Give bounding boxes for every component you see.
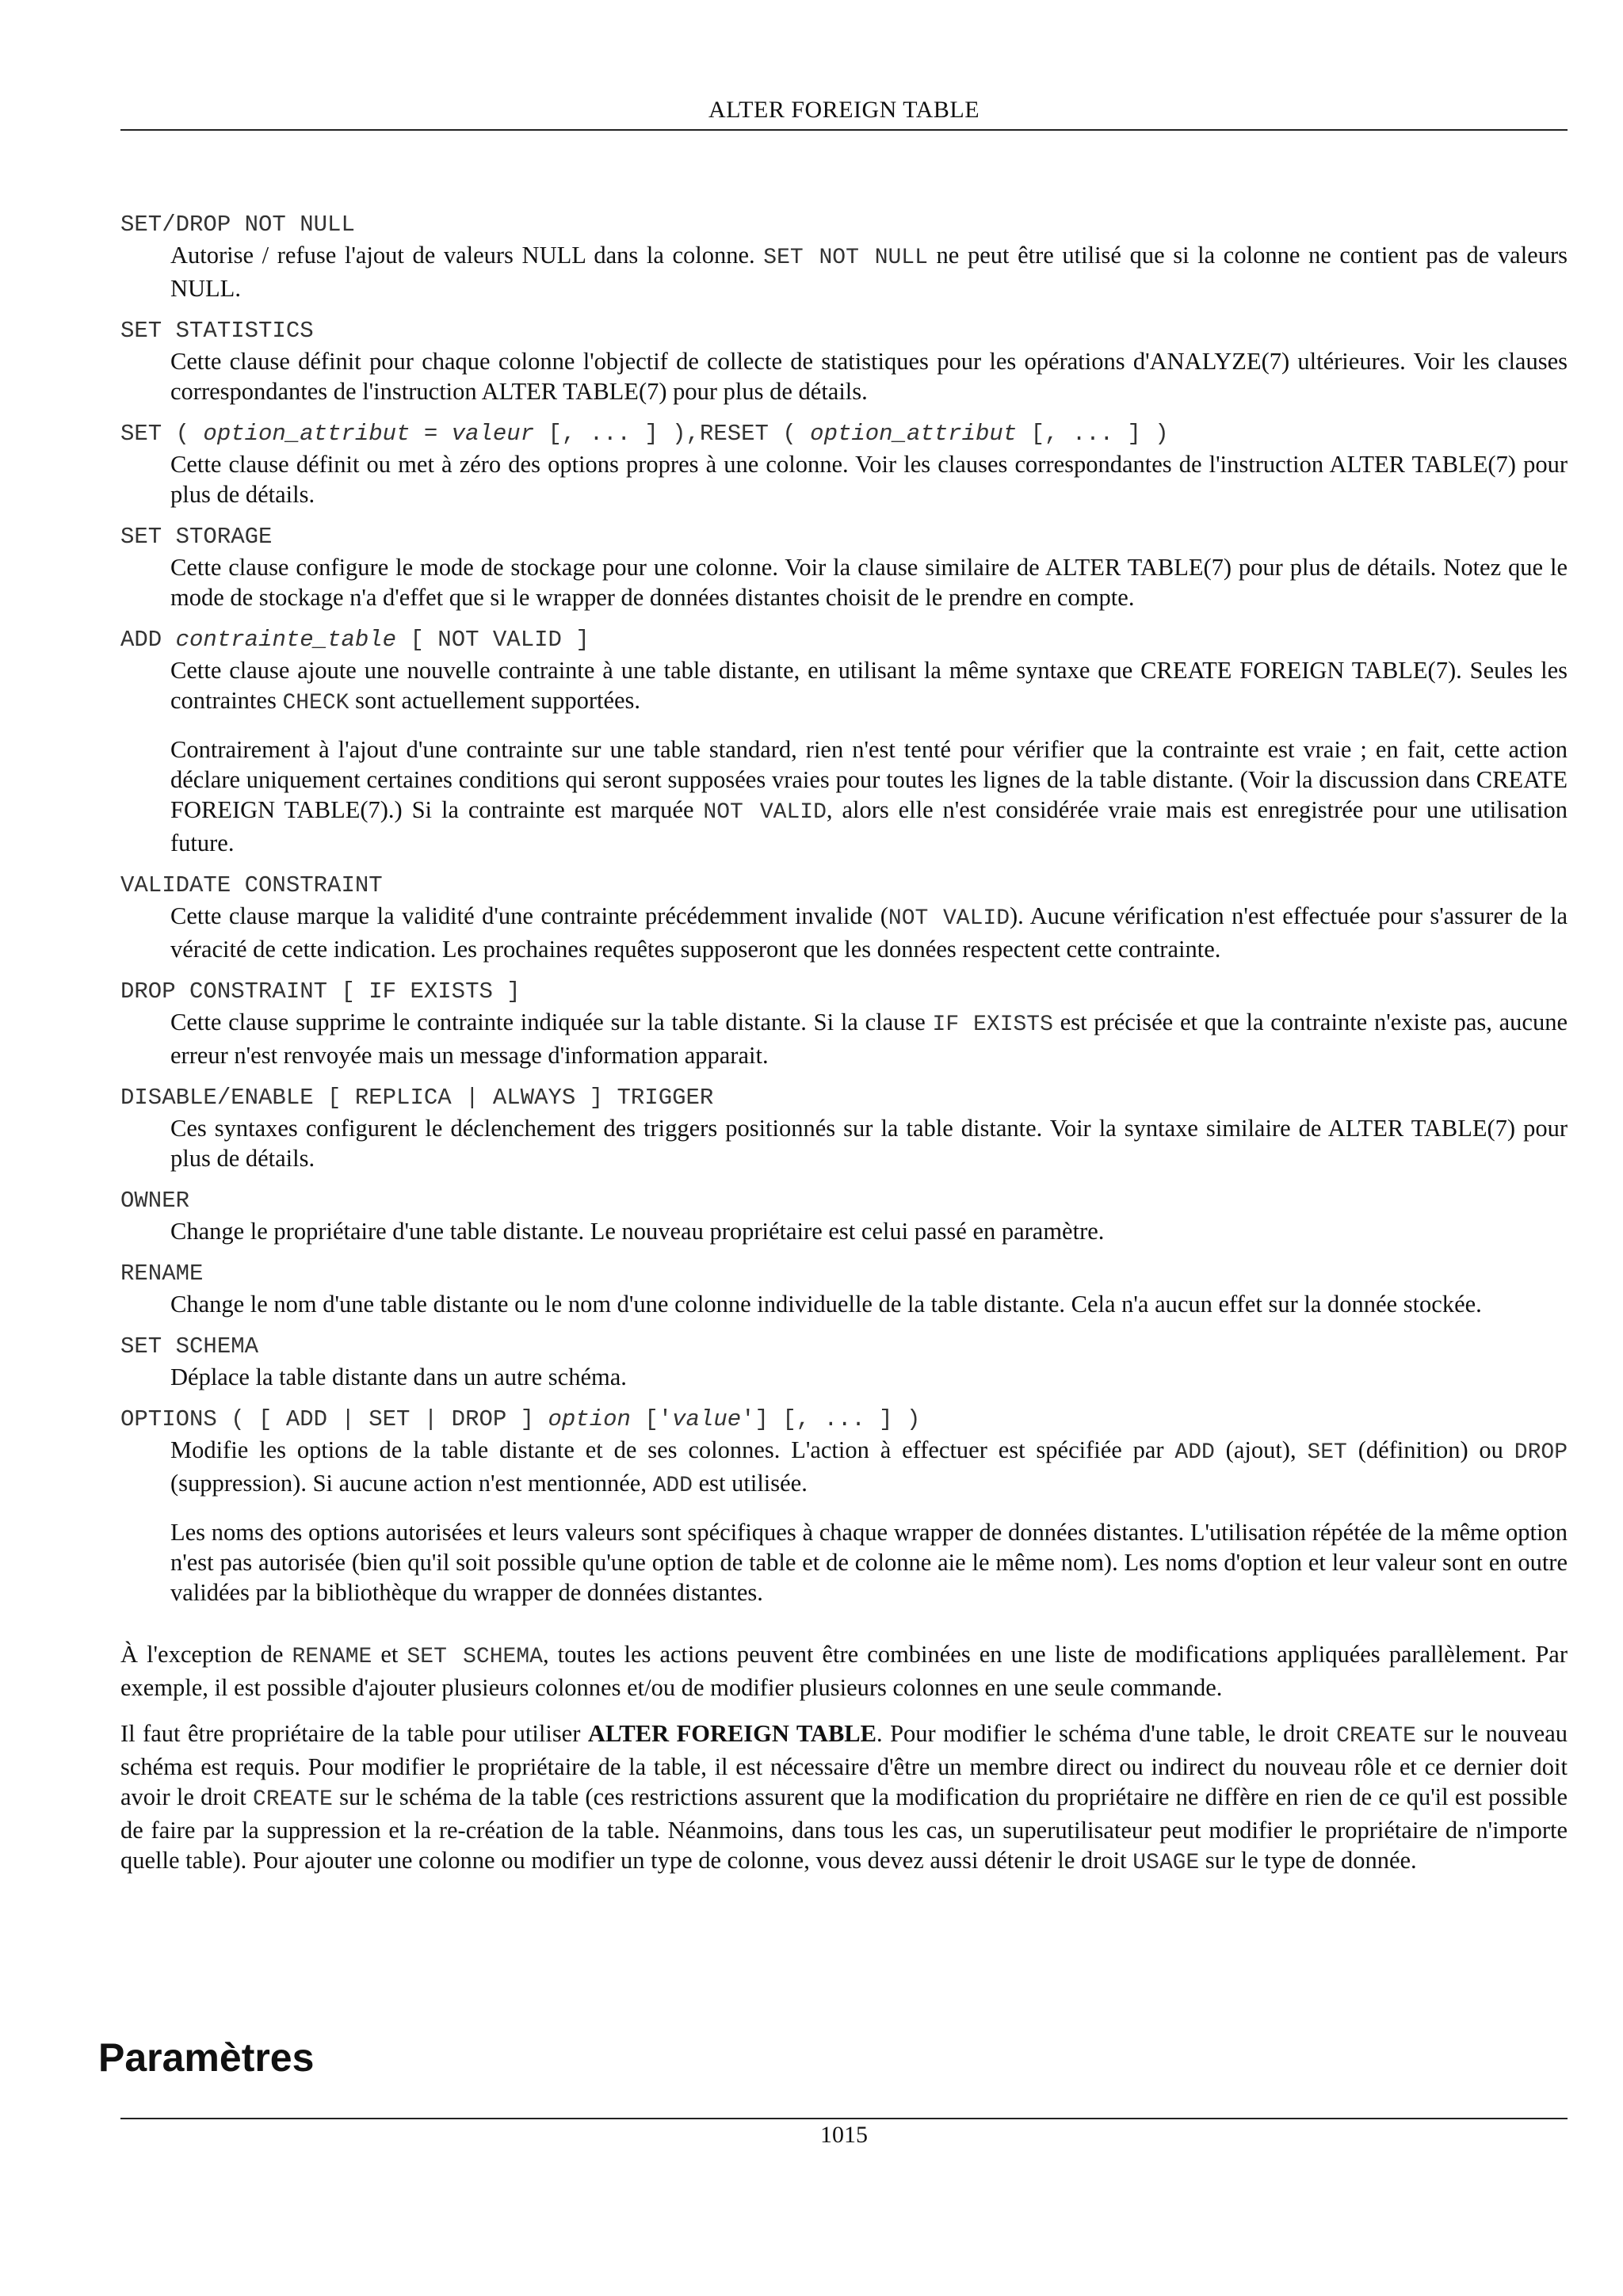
description-paragraph: Cette clause ajoute une nouvelle contrainte à une table distante, en utilisant la même syntaxe que CREATE FOREIGN TABLE(7). Seules les contraintes CHECK sont actuellement supportées.	[170, 657, 1568, 715]
inline-code: NOT VALID	[888, 906, 1010, 931]
definition-description	[170, 449, 1568, 509]
definition-term: OPTIONS ( [ ADD | SET | DROP ] option ['value'] [, ... ] )	[120, 1406, 921, 1432]
description-paragraph: Change le propriétaire d'une table distante. Le nouveau propriétaire est celui passé en paramètre.	[170, 1218, 1105, 1245]
header-rule	[120, 129, 1568, 131]
inline-code: NOT VALID	[703, 800, 827, 825]
inline-code: CREATE	[253, 1787, 333, 1812]
inline-code: SET NOT NULL	[763, 246, 928, 270]
description-paragraph: Déplace la table distante dans un autre schéma.	[170, 1363, 627, 1390]
definition-entry	[120, 1405, 1568, 1608]
inline-code: DROP	[1514, 1440, 1568, 1465]
definition-description	[170, 1113, 1568, 1173]
definition-description	[170, 552, 1568, 612]
definition-entry	[120, 625, 1568, 858]
inline-code: RENAME	[292, 1645, 372, 1669]
definition-entry	[120, 1332, 1568, 1392]
description-paragraph: Cette clause supprime le contrainte indiquée sur la table distante. Si la clause IF EXISTS est précisée et que la contrainte n'existe pas, aucune erreur n'est renvoyée mais un message d'information apparait.	[170, 1009, 1568, 1069]
definition-entry	[120, 316, 1568, 406]
description-paragraph: Cette clause marque la validité d'une contrainte précédemment invalide (NOT VALID). Aucune vérification n'est effectuée pour s'assurer de la véracité de cette indication. Les prochaines requêtes supposeront que les données respectent cette contrainte.	[170, 902, 1568, 963]
definition-term: SET STATISTICS	[120, 318, 314, 344]
definition-entry	[120, 522, 1568, 612]
placeholder-text: valeur	[451, 421, 535, 447]
bold-command: ALTER FOREIGN TABLE	[587, 1720, 876, 1747]
definition-list	[120, 210, 1568, 1608]
section-heading: Paramètres	[98, 2035, 315, 2080]
body-paragraphs	[120, 1639, 1568, 1878]
inline-code: ADD	[1174, 1440, 1215, 1465]
description-paragraph: Cette clause définit pour chaque colonne l'objectif de collecte de statistiques pour les opérations d'ANALYZE(7) ultérieures. Voir les clauses correspondantes de l'instruction ALTER TABLE(7) pour plus de détails.	[170, 348, 1568, 405]
definition-term: ADD contrainte_table [ NOT VALID ]	[120, 627, 590, 653]
definition-term: DROP CONSTRAINT [ IF EXISTS ]	[120, 978, 521, 1005]
definition-entry	[120, 1259, 1568, 1319]
definition-term: DISABLE/ENABLE [ REPLICA | ALWAYS ] TRIGGER	[120, 1085, 714, 1111]
running-header: ALTER FOREIGN TABLE	[708, 97, 980, 123]
definition-entry	[120, 1083, 1568, 1173]
definition-description	[170, 346, 1568, 406]
definition-term: SET SCHEMA	[120, 1333, 259, 1360]
inline-code: ADD	[652, 1474, 693, 1498]
inline-code: CHECK	[282, 691, 349, 715]
placeholder-text: option_attribut	[203, 421, 411, 447]
definition-term: VALIDATE CONSTRAINT	[120, 872, 383, 898]
definition-description	[170, 901, 1568, 964]
body-paragraph: À l'exception de RENAME et SET SCHEMA, toutes les actions peuvent être combinées en une liste de modifications appliquées parallèlement. Par exemple, il est possible d'ajouter plusieurs colonnes et/ou de modifier plusieurs colonnes en une seule commande.	[120, 1641, 1568, 1701]
definition-term: SET STORAGE	[120, 524, 273, 550]
inline-code: IF EXISTS	[932, 1013, 1053, 1037]
inline-code: SET	[1307, 1440, 1347, 1465]
document-body	[120, 210, 1568, 1878]
page-number: 1015	[820, 2122, 868, 2148]
definition-entry	[120, 977, 1568, 1070]
description-paragraph: Cette clause configure le mode de stockage pour une colonne. Voir la clause similaire de ALTER TABLE(7) pour plus de détails. Notez que le mode de stockage n'a d'effet que si le wrapper de données distantes choisit de le prendre en compte.	[170, 554, 1568, 611]
definition-term: OWNER	[120, 1188, 190, 1214]
description-paragraph: Modifie les options de la table distante et de ses colonnes. L'action à effectuer est spécifiée par ADD (ajout), SET (définition) ou DROP (suppression). Si aucune action n'est mentionnée, ADD est utilisée.	[170, 1436, 1568, 1498]
placeholder-text: value	[672, 1406, 742, 1432]
inline-code: CREATE	[1336, 1724, 1416, 1749]
definition-description	[170, 1435, 1568, 1608]
inline-code: USAGE	[1132, 1851, 1200, 1875]
description-paragraph: Les noms des options autorisées et leurs valeurs sont spécifiques à chaque wrapper de données distantes. L'utilisation répétée de la même option n'est pas autorisée (bien qu'il soit possible qu'une option de table et de colonne aie le même nom). Les noms d'option et leur valeur sont en outre validées par la bibliothèque du wrapper de données distantes.	[170, 1519, 1568, 1606]
definition-entry	[120, 210, 1568, 303]
placeholder-text: contrainte_table	[175, 627, 397, 653]
definition-entry	[120, 871, 1568, 964]
footer-rule	[120, 2118, 1568, 2119]
definition-term: RENAME	[120, 1261, 204, 1287]
body-paragraph: Il faut être propriétaire de la table pour utiliser ALTER FOREIGN TABLE. Pour modifier le schéma d'une table, le droit CREATE sur le nouveau schéma est requis. Pour modifier le propriétaire de la table, il est nécessaire d'être un membre direct ou indirect du nouveau rôle et ce dernier doit avoir le droit CREATE sur le schéma de la table (ces restrictions assurent que la modification du propriétaire ne diffère en rien de ce qu'il est possible de faire par la suppression et la re-création de la table. Néanmoins, dans tous les cas, un superutilisateur peut modifier le propriétaire de n'importe quelle table). Pour ajouter une colonne ou modifier un type de colonne, vous devez aussi détenir le droit USAGE sur le type de donnée.	[120, 1720, 1568, 1875]
description-paragraph: Cette clause définit ou met à zéro des options propres à une colonne. Voir les clauses correspondantes de l'instruction ALTER TABLE(7) pour plus de détails.	[170, 451, 1568, 508]
definition-description	[170, 240, 1568, 303]
description-paragraph: Ces syntaxes configurent le déclenchement des triggers positionnés sur la table distante. Voir la syntaxe similaire de ALTER TABLE(7) pour plus de détails.	[170, 1115, 1568, 1172]
definition-description	[170, 655, 1568, 858]
definition-description	[170, 1007, 1568, 1070]
description-paragraph: Change le nom d'une table distante ou le nom d'une colonne individuelle de la table distante. Cela n'a aucun effet sur la donnée stockée.	[170, 1291, 1482, 1318]
placeholder-text: option_attribut	[810, 421, 1018, 447]
definition-description	[170, 1289, 1568, 1319]
definition-entry	[120, 419, 1568, 509]
placeholder-text: option	[548, 1406, 631, 1432]
definition-description	[170, 1362, 1568, 1392]
description-paragraph: Autorise / refuse l'ajout de valeurs NULL dans la colonne. SET NOT NULL ne peut être utilisé que si la colonne ne contient pas de valeurs NULL.	[170, 242, 1568, 302]
definition-term: SET/DROP NOT NULL	[120, 212, 355, 238]
definition-entry	[120, 1186, 1568, 1246]
definition-term: SET ( option_attribut = valeur [, ... ] ),RESET ( option_attribut [, ... ] )	[120, 421, 1169, 447]
description-paragraph: Contrairement à l'ajout d'une contrainte sur une table standard, rien n'est tenté pour vérifier que la contrainte est vraie ; en fait, cette action déclare uniquement certaines conditions qui seront supposées vraies pour toutes les lignes de la table distante. (Voir la discussion dans CREATE FOREIGN TABLE(7).) Si la contrainte est marquée NOT VALID, alors elle n'est considérée vraie mais est enregistrée pour une utilisation future.	[170, 736, 1568, 856]
inline-code: SET SCHEMA	[407, 1645, 543, 1669]
definition-description	[170, 1216, 1568, 1246]
